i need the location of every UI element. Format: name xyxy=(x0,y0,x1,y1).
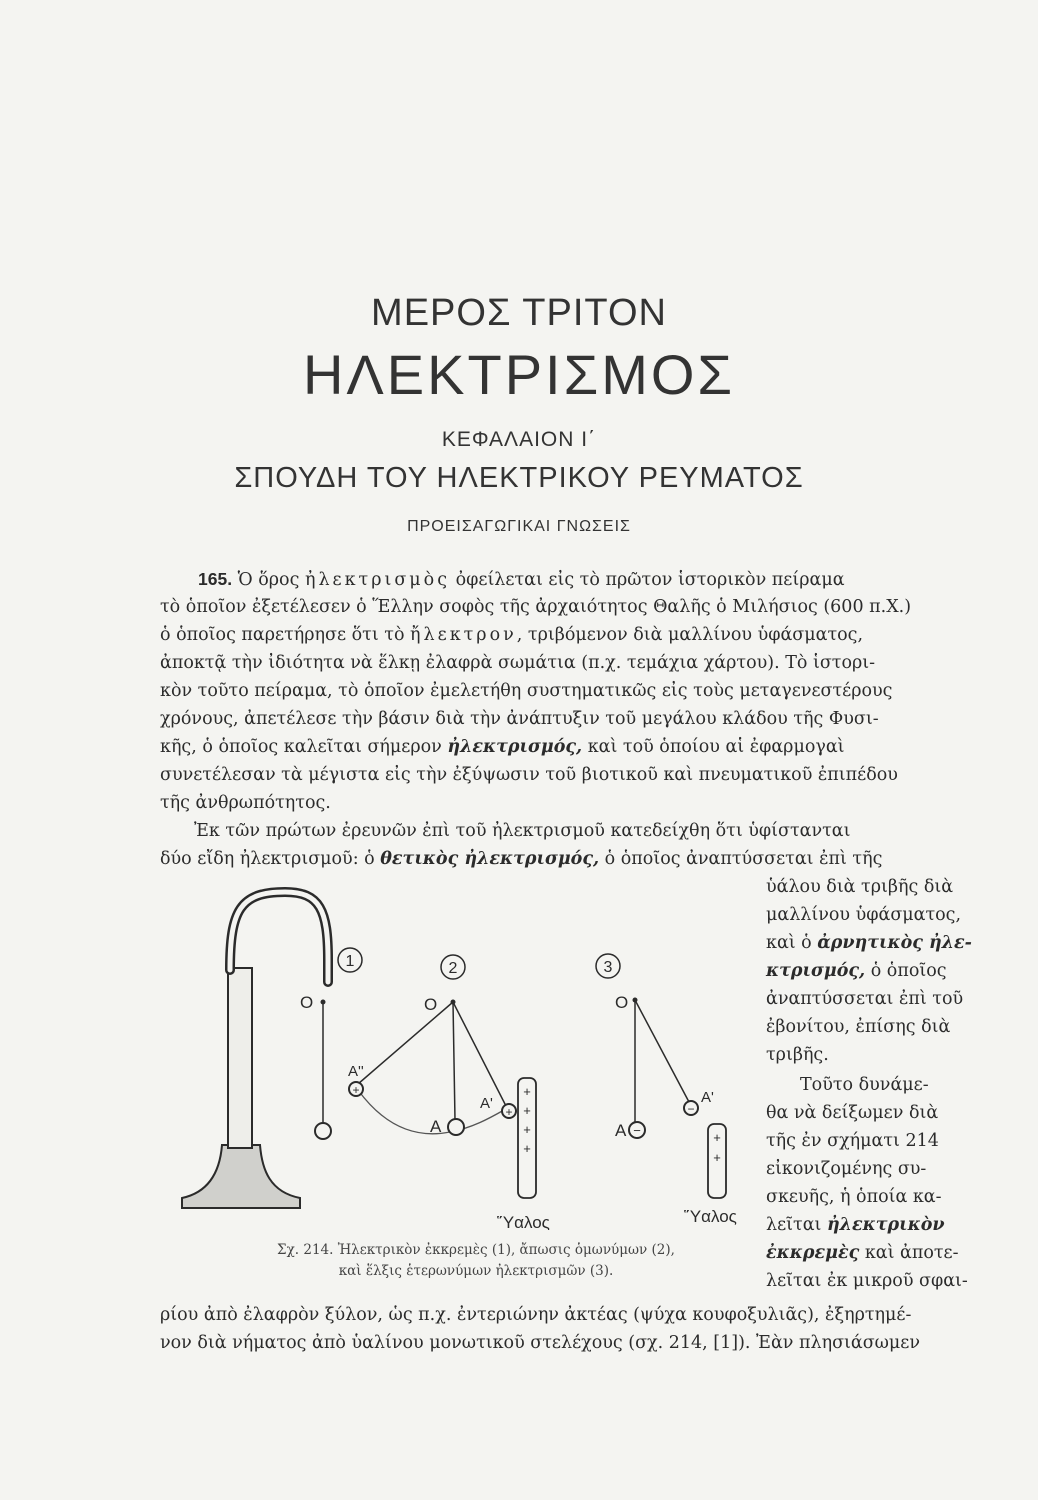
text-line: τῆς ἀνθρωπότητος. xyxy=(160,793,331,813)
text-line: τὸ ὁποῖον ἐξετέλεσεν ὁ Ἕλλην σοφὸς τῆς ἀρχαιότητος Θαλῆς ὁ Μιλήσιος (600 π.Χ.) xyxy=(160,597,912,617)
text-line: εἰκονιζομένης συ- xyxy=(766,1159,927,1179)
rod-plus: + xyxy=(713,1130,721,1145)
rod-plus: + xyxy=(523,1103,531,1118)
label-A3p: A' xyxy=(701,1089,714,1106)
text-line: κῆς, ὁ ὁποῖος καλεῖται σήμερον ἠλεκτρισμός, καὶ τοῦ ὁποίου αἱ ἐφαρμογαὶ xyxy=(160,737,845,757)
part-heading: ΜΕΡΟΣ ΤΡΙΤΟΝ xyxy=(371,292,667,334)
label-O2: O xyxy=(424,995,438,1014)
text-line: θα νὰ δείξωμεν διὰ xyxy=(766,1103,939,1123)
label-O3: O xyxy=(615,993,629,1012)
label-A2pp: A'' xyxy=(348,1063,364,1080)
text-line: 165. Ὁ ὅρος ἠλεκτρισμὸς ὀφείλεται εἰς τὸ πρῶτον ἱστορικὸν πείραμα xyxy=(198,569,845,590)
ball-minus: − xyxy=(633,1123,641,1138)
main-title: ΗΛΕΚΤΡΙΣΜΟΣ xyxy=(302,343,736,406)
bold-term: κτρισμός, xyxy=(766,961,866,981)
text-line: ἐβονίτου, ἐπίσης διὰ xyxy=(766,1017,951,1037)
section-heading: ΠΡΟΕΙΣΑΓΩΓΙΚΑΙ ΓΝΩΣΕΙΣ xyxy=(407,518,631,535)
glass-label-1: Ὕαλος xyxy=(497,1213,550,1230)
ball-A2 xyxy=(448,1119,464,1135)
ball-minus: − xyxy=(687,1102,695,1116)
figure-number-1: 1 xyxy=(345,953,355,970)
text-line: συνετέλεσαν τὰ μέγιστα εἰς τὴν ἐξύψωσιν τοῦ βιοτικοῦ καὶ πνευματικοῦ ἐπιπέδου xyxy=(160,765,898,785)
chapter-title: ΣΠΟΥΔΗ ΤΟΥ ΗΛΕΚΤΡΙΚΟΥ ΡΕΥΜΑΤΟΣ xyxy=(234,462,804,494)
stand-column xyxy=(228,968,252,1148)
stand-base xyxy=(182,1145,300,1208)
text-line: νον διὰ νήματος ἀπὸ ὑαλίνου μονωτικοῦ στελέχους (σχ. 214, [1]). Ἐὰν πλησιάσωμεν xyxy=(160,1333,920,1353)
text-line: Ἐκ τῶν πρώτων ἐρευνῶν ἐπὶ τοῦ ἠλεκτρισμοῦ κατεδείχθη ὅτι ὑφίστανται xyxy=(194,821,851,841)
rod-plus: + xyxy=(713,1150,721,1165)
rod-plus: + xyxy=(523,1141,531,1156)
text-line: δύο εἴδη ἠλεκτρισμοῦ: ὁ θετικὸς ἠλεκτρισμός, ὁ ὁποῖος ἀναπτύσσεται ἐπὶ τῆς xyxy=(160,849,883,869)
spaced-term: ἤλεκτρον xyxy=(410,625,517,645)
electric-pendulum-figure xyxy=(160,870,780,1230)
bold-term: θετικὸς ἠλεκτρισμός, xyxy=(380,849,600,869)
text-line: χρόνους, ἀπετέλεσε τὴν βάσιν διὰ τὴν ἀνάπτυξιν τοῦ μεγάλου κλάδου τῆς Φυσι- xyxy=(160,709,879,729)
figure-caption: Σχ. 214. Ἠλεκτρικὸν ἐκκρεμὲς (1), ἄπωσις ὁμωνύμων (2), καὶ ἕλξις ἑτερωνύμων ἠλεκτρισμῶν (3). xyxy=(277,1242,675,1279)
label-A3: A xyxy=(615,1121,627,1140)
thread-2a xyxy=(358,1002,453,1084)
ball-plus: + xyxy=(505,1105,513,1119)
chapter-heading: ΚΕΦΑΛΑΙΟΝ Ι΄ xyxy=(441,428,597,451)
paragraph-number: 165. xyxy=(198,569,233,589)
label-A2p: A' xyxy=(480,1095,493,1112)
pivot-1 xyxy=(321,1000,326,1005)
text-line: τῆς ἐν σχήματι 214 xyxy=(766,1131,939,1151)
bold-term: ἠλεκτρικὸν xyxy=(826,1215,945,1235)
text-line: ὁ ὁποῖος παρετήρησε ὅτι τὸ ἤλεκτρον, τριβόμενον διὰ μαλλίνου ὑφάσματος, xyxy=(160,625,864,645)
text-line: ἐκκρεμὲς καὶ ἀποτε- xyxy=(766,1243,959,1263)
bold-term: ἀρνητικὸς ἠλε- xyxy=(817,933,972,953)
label-O1: O xyxy=(300,993,314,1012)
text-line: μαλλίνου ὑφάσματος, xyxy=(766,905,962,925)
ball-plus: + xyxy=(352,1083,360,1097)
rod-plus: + xyxy=(523,1084,531,1099)
figure-number-2: 2 xyxy=(448,960,458,977)
pendulum-ball-1 xyxy=(315,1123,331,1139)
bold-term: ἠλεκτρισμός, xyxy=(447,737,583,757)
bold-term: ἐκκρεμὲς xyxy=(766,1243,860,1263)
thread-2c xyxy=(453,1002,506,1106)
text-line: ἀποκτᾷ τὴν ἰδιότητα νὰ ἕλκῃ ἐλαφρὰ σωμάτια (π.χ. τεμάχια χάρτου). Τὸ ἱστορι- xyxy=(160,653,876,673)
text-line: ὑάλου διὰ τριβῆς διὰ xyxy=(766,877,954,897)
figure-number-3: 3 xyxy=(603,959,613,976)
text-line: ρίου ἀπὸ ἐλαφρὸν ξύλον, ὡς π.χ. ἐντεριώνην ἀκτέας (ψύχα κουφοξυλιᾶς), ἐξηρτημέ- xyxy=(160,1305,912,1325)
text-line: σκευῆς, ἡ ὁποία κα- xyxy=(766,1187,942,1207)
text-line: λεῖται ἐκ μικροῦ σφαι- xyxy=(766,1271,968,1291)
label-A2: A xyxy=(430,1117,442,1136)
text-line: κτρισμός, ὁ ὁποῖος xyxy=(766,961,947,981)
glass-label-2: Ὕαλος xyxy=(684,1207,737,1226)
thread-3b xyxy=(635,1000,689,1102)
text-line: ἀναπτύσσεται ἐπὶ τοῦ xyxy=(766,989,964,1009)
thread-2b xyxy=(453,1002,455,1120)
text-line: καὶ ὁ ἀρνητικὸς ἠλε- xyxy=(766,933,972,953)
text-line: κὸν τοῦτο πείραμα, τὸ ὁποῖον ἐμελετήθη συστηματικῶς εἰς τοὺς μεταγενεστέρους xyxy=(160,681,893,701)
rod-plus: + xyxy=(523,1122,531,1137)
text-line: τριβῆς. xyxy=(766,1045,829,1065)
text-line: Τοῦτο δυνάμε- xyxy=(800,1075,929,1095)
spaced-term: ἠλεκτρισμὸς xyxy=(304,570,451,590)
text-line: λεῖται ἠλεκτρικὸν xyxy=(766,1215,945,1235)
